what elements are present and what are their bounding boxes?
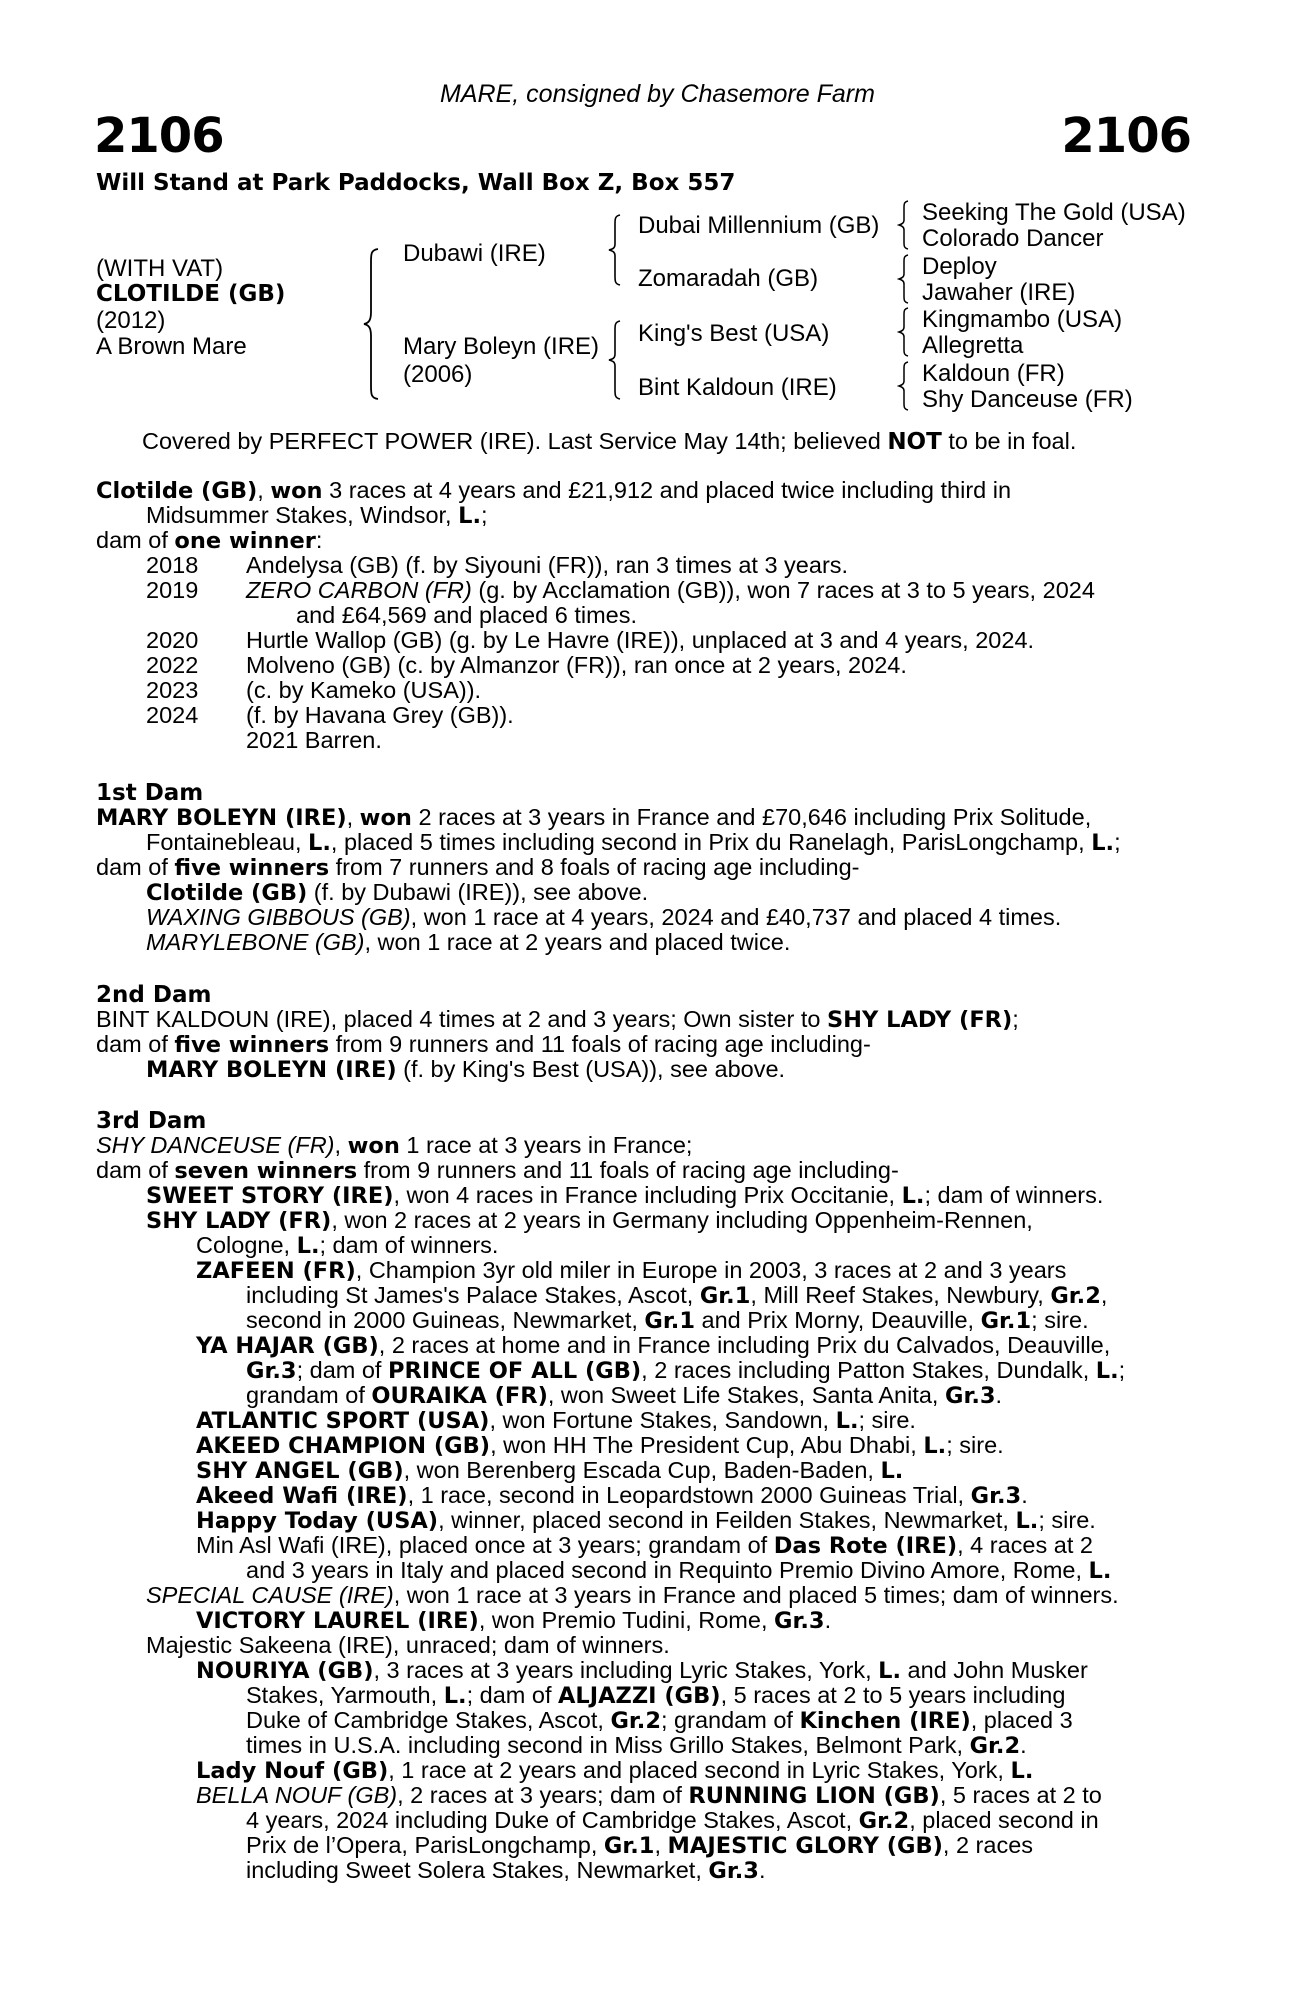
second-dam-line-2: dam of five winners from 9 runners and 11 foals of racing age including- bbox=[96, 1031, 871, 1058]
produce-line-2: Midsummer Stakes, Windsor, L.; bbox=[146, 502, 488, 529]
produce-line-3: dam of one winner: bbox=[96, 527, 323, 554]
third-dam-line-1: SHY DANCEUSE (FR), won 1 race at 3 years in France; bbox=[96, 1132, 693, 1159]
third-dam-line-8: second in 2000 Guineas, Newmarket, Gr.1 and Prix Morny, Deauville, Gr.1; sire. bbox=[246, 1307, 1089, 1334]
vat-note: (WITH VAT) bbox=[96, 255, 224, 282]
sd-dam: Jawaher (IRE) bbox=[922, 279, 1076, 306]
second-dam-line-3: MARY BOLEYN (IRE) (f. by King's Best (USA)), see above. bbox=[146, 1056, 786, 1083]
dd-brace bbox=[897, 361, 911, 411]
ds-dam: Allegretta bbox=[922, 332, 1024, 359]
third-dam-line-17: Min Asl Wafi (IRE), placed once at 3 years; grandam of Das Rote (IRE), 4 races at 2 bbox=[196, 1532, 1093, 1559]
first-dam-line-6: MARYLEBONE (GB), won 1 race at 2 years and placed twice. bbox=[146, 929, 791, 955]
third-dam-line-22: NOURIYA (GB), 3 races at 3 years including Lyric Stakes, York, L. and John Musker bbox=[196, 1657, 1088, 1684]
sire-brace bbox=[607, 214, 623, 286]
first-dam-line-5: WAXING GIBBOUS (GB), won 1 race at 4 years, 2024 and £40,737 and placed 4 times. bbox=[146, 904, 1062, 930]
horse-name: CLOTILDE (GB) bbox=[96, 281, 286, 307]
third-dam-line-2: dam of seven winners from 9 runners and 11 foals of racing age including- bbox=[96, 1157, 899, 1184]
sire-name: Dubawi (IRE) bbox=[403, 240, 546, 267]
third-dam-line-10: Gr.3; dam of PRINCE OF ALL (GB), 2 races including Patton Stakes, Dundalk, L.; bbox=[246, 1357, 1126, 1384]
third-dam-line-16: Happy Today (USA), winner, placed second in Feilden Stakes, Newmarket, L.; sire. bbox=[196, 1507, 1096, 1534]
first-dam-line-1: MARY BOLEYN (IRE), won 2 races at 3 years in France and £70,646 including Prix Solitude, bbox=[96, 804, 1092, 831]
third-dam-line-23: Stakes, Yarmouth, L.; dam of ALJAZZI (GB), 5 races at 2 to 5 years including bbox=[246, 1682, 1066, 1709]
lot-number-right: 2106 bbox=[1061, 108, 1191, 164]
main-brace bbox=[362, 248, 382, 400]
ss-sire: Seeking The Gold (USA) bbox=[922, 199, 1186, 226]
third-dam-line-28: 4 years, 2024 including Duke of Cambridge Stakes, Ascot, Gr.2, placed second in bbox=[246, 1807, 1099, 1834]
third-dam-line-18: and 3 years in Italy and placed second in Requinto Premio Divino Amore, Rome, L. bbox=[246, 1557, 1112, 1584]
third-dam-line-27: BELLA NOUF (GB), 2 races at 3 years; dam of RUNNING LION (GB), 5 races at 2 to bbox=[196, 1782, 1102, 1809]
sire-dam: Zomaradah (GB) bbox=[638, 265, 819, 292]
dam-dam: Bint Kaldoun (IRE) bbox=[638, 374, 837, 401]
dam-brace bbox=[607, 320, 623, 400]
sire-sire: Dubai Millennium (GB) bbox=[638, 212, 880, 239]
third-dam-line-6: ZAFEEN (FR), Champion 3yr old miler in Europe in 2003, 3 races at 2 and 3 years bbox=[196, 1257, 1067, 1284]
dd-dam: Shy Danceuse (FR) bbox=[922, 386, 1133, 413]
second-dam-heading: 2nd Dam bbox=[96, 982, 212, 1008]
ss-dam: Colorado Dancer bbox=[922, 225, 1104, 252]
third-dam-line-7: including St James's Palace Stakes, Ascot, Gr.1, Mill Reef Stakes, Newbury, Gr.2, bbox=[246, 1282, 1108, 1309]
third-dam-line-25: times in U.S.A. including second in Miss Grillo Stakes, Belmont Park, Gr.2. bbox=[246, 1732, 1027, 1759]
third-dam-line-3: SWEET STORY (IRE), won 4 races in France including Prix Occitanie, L.; dam of winners. bbox=[146, 1182, 1104, 1209]
dd-sire: Kaldoun (FR) bbox=[922, 360, 1065, 387]
second-dam-line-1: BINT KALDOUN (IRE), placed 4 times at 2 and 3 years; Own sister to SHY LADY (FR); bbox=[96, 1006, 1019, 1033]
first-dam-line-4: Clotilde (GB) (f. by Dubawi (IRE)), see above. bbox=[146, 879, 649, 906]
first-dam-line-3: dam of five winners from 7 runners and 8 foals of racing age including- bbox=[96, 854, 860, 881]
third-dam-line-5: Cologne, L.; dam of winners. bbox=[196, 1232, 499, 1259]
first-dam-line-2: Fontainebleau, L., placed 5 times including second in Prix du Ranelagh, ParisLongchamp, L.; bbox=[146, 829, 1121, 856]
dam-sire: King's Best (USA) bbox=[638, 320, 830, 347]
ds-sire: Kingmambo (USA) bbox=[922, 306, 1123, 333]
horse-description: A Brown Mare bbox=[96, 333, 247, 360]
stand-location: Will Stand at Park Paddocks, Wall Box Z, Box 557 bbox=[96, 170, 736, 196]
horse-year: (2012) bbox=[96, 307, 166, 334]
sd-sire: Deploy bbox=[922, 253, 997, 280]
third-dam-line-14: SHY ANGEL (GB), won Berenberg Escada Cup, Baden-Baden, L. bbox=[196, 1457, 904, 1484]
third-dam-line-19: SPECIAL CAUSE (IRE), won 1 race at 3 years in France and placed 5 times; dam of winners. bbox=[146, 1582, 1119, 1608]
dam-year: (2006) bbox=[403, 361, 473, 388]
third-dam-line-29: Prix de l’Opera, ParisLongchamp, Gr.1, MAJESTIC GLORY (GB), 2 races bbox=[246, 1832, 1034, 1859]
third-dam-line-24: Duke of Cambridge Stakes, Ascot, Gr.2; grandam of Kinchen (IRE), placed 3 bbox=[246, 1707, 1073, 1734]
covering-note: Covered by PERFECT POWER (IRE). Last Service May 14th; believed NOT to be in foal. bbox=[142, 428, 1077, 455]
third-dam-line-30: including Sweet Solera Stakes, Newmarket, Gr.3. bbox=[246, 1857, 766, 1884]
third-dam-line-21: Majestic Sakeena (IRE), unraced; dam of winners. bbox=[146, 1632, 670, 1658]
produce-line-1: Clotilde (GB), won 3 races at 4 years and £21,912 and placed twice including third in bbox=[96, 477, 1012, 504]
third-dam-line-13: AKEED CHAMPION (GB), won HH The President Cup, Abu Dhabi, L.; sire. bbox=[196, 1432, 1004, 1459]
third-dam-heading: 3rd Dam bbox=[96, 1108, 207, 1134]
third-dam-line-9: YA HAJAR (GB), 2 races at home and in France including Prix du Calvados, Deauville, bbox=[196, 1332, 1111, 1359]
sd-brace bbox=[897, 254, 911, 304]
third-dam-line-15: Akeed Wafi (IRE), 1 race, second in Leopardstown 2000 Guineas Trial, Gr.3. bbox=[196, 1482, 1028, 1509]
third-dam-line-4: SHY LADY (FR), won 2 races at 2 years in Germany including Oppenheim-Rennen, bbox=[146, 1207, 1033, 1234]
catalogue-page: MARE, consigned by Chasemore Farm 2106 2106 Will Stand at Park Paddocks, Wall Box Z, Box 557 (WITH VAT) CLOTILDE (GB) (2012) A Brown Mare Dubawi (IRE) Mary Boleyn (IRE) (2006) Dubai Millennium (GB) Zomaradah (GB) King's Best (USA) Bint Kaldoun (IRE) Seeking The Gold (USA) Colorado Dancer Deploy Jawaher (IRE) Kingmambo (USA) Allegretta Kaldoun (FR) Shy Danceuse (FR) Covered by PERFECT POWER (IRE). Last Service May 14th; believed NOT to be in foal. Clotilde (GB), won 3 races at 4 years and £21,912 and placed twice including third in Midsummer Stakes, Windsor, L.; dam of one winner: 2018 Andelysa (GB) (f. by Siyouni (FR)), ran 3 times at 3 years. 2019 ZERO CARBON (FR) (g. by Acclamation (GB)), won 7 races at 3 to 5 years, 2024 and £64,569 and placed 6 times. 2020 Hurtle Wallop (GB) (g. by Le Havre (IRE)), unplaced at 3 and 4 years, 2024. 2022 Molveno (GB) (c. by Almanzor (FR)), ran once at 2 years, 2024. 2023 (c. by Kameko (USA)). 2024 (f. by Havana Grey (GB)). 2021 Barren. 1st Dam MARY BOLEYN (IRE), won 2 races at 3 years in France and £70,646 including Prix Solitude, Fontainebleau, L., placed 5 times including second in Prix du Ranelagh, ParisLongchamp, L.; dam of five winners from 7 runners and 8 foals of racing age including- Clotilde (GB) (f. by Dubawi (IRE)), see above. WAXING GIBBOUS (GB), won 1 race at 4 years, 2024 and £40,737 and placed 4 times. MARYLEBONE (GB), won 1 race at 2 years and placed twice. 2nd Dam BINT KALDOUN (IRE), placed 4 times at 2 and 3 years; Own sister to SHY LADY (FR); dam of five winners from 9 runners and 11 foals of racing age including- MARY BOLEYN (IRE) (f. by King's Best (USA)), see above. 3rd Dam SHY DANCEUSE (FR), won 1 race at 3 years in France; dam of seven winners from 9 runners and 11 foals of racing age including- SWEET STORY (IRE), won 4 races in France including Prix Occitanie, L.; dam of winners. SHY LADY (FR), won 2 races at 2 years in Germany including Oppenheim-Rennen, Cologne, L.; dam of winners. ZAFEEN (FR), Champion 3yr old miler in Europe in 2003, 3 races at 2 and 3 years including St James's Palace Stakes, Ascot, Gr.1, Mill Reef Stakes, Newbury, Gr.2, second in 2000 Guineas, Newmarket, Gr.1 and Prix Morny, Deauville, Gr.1; sire. YA HAJAR (GB), 2 races at home and in France including Prix du Calvados, Deauville, Gr.3; dam of PRINCE OF ALL (GB), 2 races including Patton Stakes, Dundalk, L.; grandam of OURAIKA (FR), won Sweet Life Stakes, Santa Anita, Gr.3. ATLANTIC SPORT (USA), won Fortune Stakes, Sandown, L.; sire. AKEED CHAMPION (GB), won HH The President Cup, Abu Dhabi, L.; sire. SHY ANGEL (GB), won Berenberg Escada Cup, Baden-Baden, L. Akeed Wafi (IRE), 1 race, second in Leopardstown 2000 Guineas Trial, Gr.3. Happy Today (USA), winner, placed second in Feilden Stakes, Newmarket, L.; sire. Min Asl Wafi (IRE), placed once at 3 years; grandam of Das Rote (IRE), 4 races at 2 and 3 years in Italy and placed second in Requinto Premio Divino Amore, Rome, L. SPECIAL CAUSE (IRE), won 1 race at 3 years in France and placed 5 times; dam of winners. VICTORY LAUREL (IRE), won Premio Tudini, Rome, Gr.3. Majestic Sakeena (IRE), unraced; dam of winners. NOURIYA (GB), 3 races at 3 years including Lyric Stakes, York, L. and John Musker Stakes, Yarmouth, L.; dam of ALJAZZI (GB), 5 races at 2 to 5 years including Duke of Cambridge Stakes, Ascot, Gr.2; grandam of Kinchen (IRE), placed 3 times in U.S.A. including second in Miss Grillo Stakes, Belmont Park, Gr.2. Lady Nouf (GB), 1 race at 2 years and placed second in Lyric Stakes, York, L. BELLA NOUF (GB), 2 races at 3 years; dam of RUNNING LION (GB), 5 races at 2 to 4 years, 2024 including Duke of Cambridge Stakes, Ascot, Gr.2, placed second in Prix de l’Opera, ParisLongchamp, Gr.1, MAJESTIC GLORY (GB), 2 races including Sweet Solera Stakes, Newmarket, Gr.3. bbox=[0, 0, 1315, 2000]
ds-brace bbox=[897, 307, 911, 357]
consignor-subtitle: MARE, consigned by Chasemore Farm bbox=[440, 80, 875, 108]
third-dam-line-26: Lady Nouf (GB), 1 race at 2 years and placed second in Lyric Stakes, York, L. bbox=[196, 1757, 1034, 1784]
third-dam-line-11: grandam of OURAIKA (FR), won Sweet Life Stakes, Santa Anita, Gr.3. bbox=[246, 1382, 1003, 1409]
third-dam-line-12: ATLANTIC SPORT (USA), won Fortune Stakes, Sandown, L.; sire. bbox=[196, 1407, 916, 1434]
first-dam-heading: 1st Dam bbox=[96, 780, 204, 806]
third-dam-line-20: VICTORY LAUREL (IRE), won Premio Tudini, Rome, Gr.3. bbox=[196, 1607, 832, 1634]
ss-brace bbox=[897, 200, 911, 250]
dam-name: Mary Boleyn (IRE) bbox=[403, 333, 600, 360]
lot-number-left: 2106 bbox=[94, 108, 224, 164]
